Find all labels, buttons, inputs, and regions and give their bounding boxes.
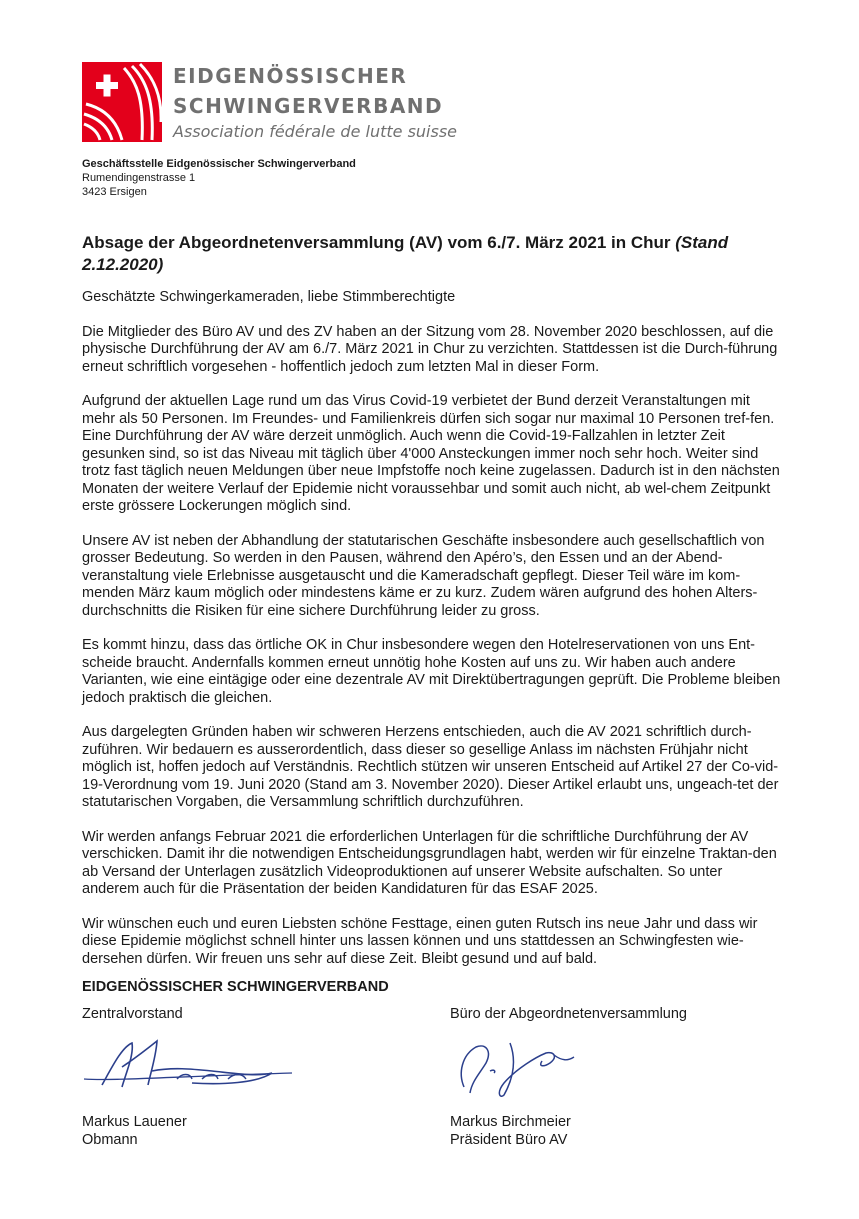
title-stand: (Stand 2.12.2020) xyxy=(82,233,729,274)
sender-name: Geschäftsstelle Eidgenössischer Schwingerverband xyxy=(82,158,356,170)
paragraph: Aufgrund der aktuellen Lage rund um das Virus Covid-19 verbietet der Bund derzeit Veranstaltungen mit mehr als 50 Personen. Im Freundes- und Familienkreis dürfen sich sogar nur maximal 10 Personen tref-fen. Eine Durchführung der AV wäre derzeit unmöglich. Auch wenn die Covid-19-Fallzahlen in letzter Zeit gesunken sind, so ist das Niveau mit täglich über 4'000 Ansteckungen immer noch sehr hoch. Weiter sind trotz fast täglich neuen Meldungen über neue Impfstoffe noch keine zugelassen. Dadurch ist in den nächsten Monaten der weitere Verlauf der Epidemie nicht voraussehbar und somit auch nicht, ab wel-chem Zeitpunkt erste grössere Lockerungen möglich sind. xyxy=(82,393,780,514)
signature-block-left xyxy=(82,1005,302,1149)
paragraph: Wir werden anfangs Februar 2021 die erforderlichen Unterlagen für die schriftliche Durchführung der AV verschicken. Damit ihr die notwendigen Entscheidungsgrundlagen habt, werden wir für einzelne Traktan-den ab Versand der Unterlagen zusätzlich Videoproduktionen auf unserer Website aufschalten. So unter anderem auch für die Präsentation der beiden Kandidaturen für das ESAF 2025. xyxy=(82,828,777,897)
paragraph: Die Mitglieder des Büro AV und des ZV haben an der Sitzung vom 28. November 2020 beschlossen, auf die physische Durchführung der AV am 6./7. März 2021 in Chur zu verzichten. Stattdessen ist die Durch-führung erneut schriftlich vorgesehen - hoffentlich jedoch zum letzten Mal in dieser Form. xyxy=(82,323,778,375)
logo-text-line1: EIDGENÖSSISCHER xyxy=(173,64,408,88)
signer-title: Obmann xyxy=(82,1132,138,1148)
greeting: Geschätzte Schwingerkameraden, liebe Stimmberechtigte xyxy=(82,289,456,305)
document-title xyxy=(82,232,782,276)
logo-text-line2: SCHWINGERVERBAND xyxy=(173,94,444,118)
signer-name: Markus Birchmeier xyxy=(450,1114,571,1130)
signer-name: Markus Lauener xyxy=(82,1114,187,1130)
sender-address xyxy=(82,157,356,199)
signer-role: Zentralvorstand xyxy=(82,1006,183,1022)
paragraph: Unsere AV ist neben der Abhandlung der statutarischen Geschäfte insbesondere auch gesellschaftlich von grosser Bedeutung. So werden in den Pausen, während den Apéro’s, den Essen und an der Abend-veranstaltung viele Erlebnisse ausgetauscht und die Kameradschaft gepflegt. Dieser Teil wäre im kom-menden März kaum möglich oder mindestens käme er zu kurz. Zudem wären aufgrund des hohen Alters-durchschnitts die Risiken für eine sichere Durchführung leider zu gross. xyxy=(82,532,765,619)
handwritten-signature-icon xyxy=(82,1037,302,1097)
logo-tagline: Association fédérale de lutte suisse xyxy=(173,122,458,141)
title-main: Absage der Abgeordnetenversammlung (AV) vom 6./7. März 2021 in Chur xyxy=(82,233,676,252)
paragraph: Es kommt hinzu, dass das örtliche OK in Chur insbesondere wegen den Hotelreservationen von uns Ent-scheide braucht. Andernfalls kommen erneut unnötig hohe Kosten auf uns zu. Wir haben auch andere Varianten, wie eine eintägige oder eine dezentrale AV mit Direktübertragungen geprüft. Die Probleme bleiben jedoch praktisch die gleichen. xyxy=(82,637,781,706)
signer-title: Präsident Büro AV xyxy=(450,1132,568,1148)
paragraph: Wir wünschen euch und euren Liebsten schöne Festtage, einen guten Rutsch ins neue Jahr und dass wir diese Epidemie möglichst schnell hinter uns lassen können und uns stattdessen an Schwingfesten wie-dersehen dürfen. Wir freuen uns sehr auf diese Zeit. Bleibt gesund und auf bald. xyxy=(82,915,758,967)
sender-street: Rumendingenstrasse 1 xyxy=(82,172,196,184)
signature-block-right xyxy=(450,1005,687,1149)
sender-city: 3423 Ersigen xyxy=(82,186,147,198)
signer-role: Büro der Abgeordnetenversammlung xyxy=(450,1006,687,1022)
handwritten-signature-icon xyxy=(450,1037,610,1097)
letter-body xyxy=(82,289,782,985)
paragraph: Aus dargelegten Gründen haben wir schweren Herzens entschieden, auch die AV 2021 schriftlich durch-zuführen. Wir bedauern es ausserordentlich, dass dieser so gesellige Anlass im nächsten Frühjahr nicht möglich ist, hoffen jedoch auf Verständnis. Rechtlich stützen wir unseren Entscheid auf Artikel 27 der Co-vid-19-Verordnung vom 19. Juni 2020 (Stand am 3. November 2020). Dieser Artikel erlaubt uns, ungeach-tet der statutarischen Vorgaben, die Versammlung schriftlich durchzuführen. xyxy=(82,724,779,810)
swiss-cross-logo-icon xyxy=(82,62,162,142)
letterhead-logo xyxy=(82,62,542,146)
signing-organization: EIDGENÖSSISCHER SCHWINGERVERBAND xyxy=(82,979,389,995)
